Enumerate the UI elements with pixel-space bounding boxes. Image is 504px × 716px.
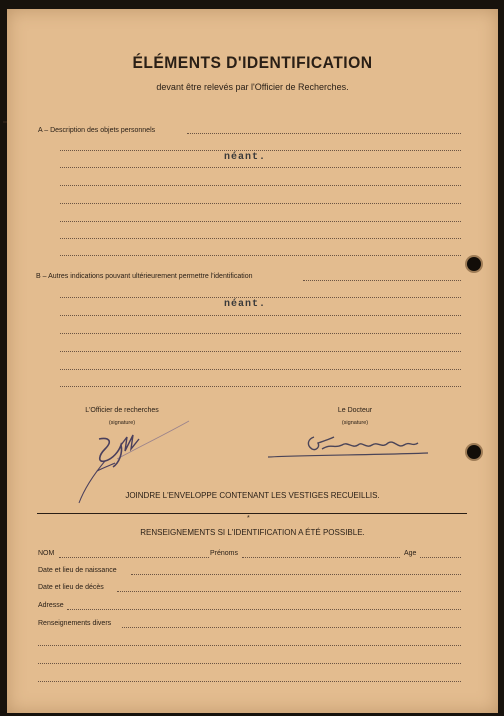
officer-signature-label: L'Officier de recherches: [85, 407, 159, 414]
adresse-label: Adresse: [38, 602, 64, 609]
age-field-line: [420, 557, 461, 558]
dotted-line: [38, 645, 461, 646]
dotted-line: [187, 133, 461, 134]
doctor-signature: [262, 427, 432, 461]
punch-hole-bottom: [467, 445, 481, 459]
section-c-title: RENSEIGNEMENTS SI L'IDENTIFICATION A ÉTÉ POSSIBLE.: [140, 528, 365, 537]
nom-field-line: [59, 557, 209, 558]
envelope-note: JOINDRE L'ENVELOPPE CONTENANT LES VESTIGES RECUEILLIS.: [125, 491, 380, 500]
dotted-line: [60, 369, 461, 370]
dotted-line: [60, 185, 461, 186]
prenoms-label: Prénoms: [210, 550, 239, 557]
section-divider: [37, 513, 467, 514]
left-margin-mark: [3, 121, 7, 123]
section-b-label: B – Autres indications pouvant ultérieurement permettre l'identification: [36, 273, 253, 280]
punch-hole-top: [467, 257, 481, 271]
dotted-line: [60, 333, 461, 334]
deces-field-line: [117, 591, 461, 592]
dotted-line: [60, 386, 461, 387]
dotted-line: [60, 255, 461, 256]
section-b-typed-value: néant.: [224, 299, 267, 310]
dotted-line: [60, 203, 461, 204]
dotted-line: [60, 221, 461, 222]
dotted-line: [60, 150, 461, 151]
dotted-line: [60, 238, 461, 239]
doctor-signature-sublabel: (signature): [341, 420, 369, 426]
dotted-line: [303, 280, 461, 281]
dotted-line: [60, 315, 461, 316]
section-a-typed-value: néant.: [224, 152, 267, 163]
nom-label: NOM: [38, 550, 55, 557]
adresse-field-line: [67, 609, 461, 610]
form-page: [7, 9, 498, 713]
prenoms-field-line: [242, 557, 400, 558]
doctor-signature-label: Le Docteur: [337, 407, 373, 414]
dotted-line: [60, 351, 461, 352]
officer-signature-sublabel: (signature): [108, 420, 136, 426]
divers-field-line: [122, 627, 461, 628]
naissance-field-line: [131, 574, 461, 575]
divers-label: Renseignements divers: [38, 620, 112, 627]
section-a-label: A – Description des objets personnels: [38, 127, 156, 134]
dotted-line: [60, 297, 461, 298]
age-label: Age: [404, 550, 417, 557]
form-title: ÉLÉMENTS D'IDENTIFICATION: [132, 53, 373, 72]
dotted-line: [38, 663, 461, 664]
form-subtitle: devant être relevés par l'Officier de Recherches.: [156, 82, 349, 92]
divider-asterisk: *: [247, 515, 250, 522]
dotted-line: [60, 167, 461, 168]
deces-label: Date et lieu de décès: [38, 584, 104, 591]
dotted-line: [38, 681, 461, 682]
naissance-label: Date et lieu de naissance: [38, 567, 117, 574]
